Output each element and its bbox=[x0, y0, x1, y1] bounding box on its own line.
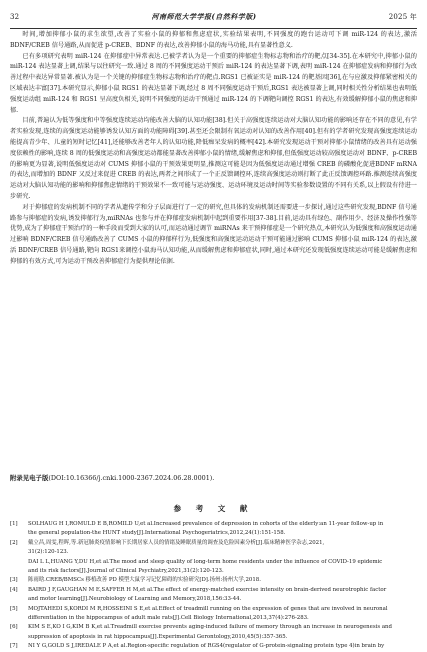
reference-text: MOJTAHEDI S,KORDI M R,HOSSEINI S E,et al.Effect of treadmill running on the expression of genes that are involved in neuronal differentiation in the hippocampus of adult male rats[J].Cell Biology International,2013,37(4):276-283. bbox=[28, 605, 388, 622]
reference-text: KIM S E,KO I G,KIM B K,et al.Treadmill exercise prevents aging-induced failure of memory through an increase in neurogenesis and suppression of apoptosis in rat hippocampus[J].Experimental Gerontology,2010,45(5):357-365. bbox=[28, 624, 392, 640]
reference-item bbox=[10, 642, 417, 651]
article-body bbox=[10, 30, 417, 268]
page-header bbox=[10, 10, 417, 24]
appendix-note bbox=[10, 473, 417, 484]
reference-item bbox=[10, 576, 417, 585]
reference-list bbox=[10, 520, 417, 650]
reference-item bbox=[10, 520, 417, 539]
reference-number: [1] bbox=[10, 521, 18, 527]
reference-number: [2] bbox=[10, 539, 18, 546]
reference-item bbox=[10, 605, 417, 624]
reference-number bbox=[10, 558, 28, 577]
paragraph: 时间,增加抑郁小鼠的求生欲望,改善了实验小鼠的抑郁和焦虑症状,实验结果表明,不同强度的跑台运动可下调 miR-124 的表达,激活 BDNF/CREB 信号通路,从而促进 p-CREB、BDNF 的表达,改善抑郁小鼠的海马功能,具有显著性意义. bbox=[10, 31, 417, 49]
page-number: 32 bbox=[10, 13, 20, 21]
reference-text: BAIRD J F,GAUGHAN M E,SAFFER H M,et al.The effect of energy-matched exercise intensity on brain-derived neurotrophic factor and motor learning[J].Neurobiology of Learning and Memory,2018,156:33-44. bbox=[28, 586, 387, 603]
reference-item bbox=[10, 558, 417, 577]
references-heading: 参 考 文 献 bbox=[173, 504, 254, 513]
reference-text: SOLHAUG H I,ROMULD E B,ROMILD U,et al.Increased prevalence of depression in cohorts of the elderly:an 11-year follow-up in the general population-the HUNT study[J].International Psychogeriatrics,2012,24(1):151-158. bbox=[28, 521, 384, 537]
reference-text: 陈雨晗.CREB/BMSCs 移植改善 PD 模型大鼠学习记忆障碍的实验研究[D].扬州:扬州大学,2018. bbox=[28, 577, 261, 584]
reference-number: [3] bbox=[10, 577, 18, 584]
paragraph: 目前,普遍认为低等强度和中等强度连续运动均能改善大脑的认知功能[38].但关于高强度连续运动对大脑认知功能的影响还存在不同的意见,有学者实验发现,连续的高强度运动能够诱发认知方面的功能障碍[39].甚至还会限制有氧运动对认知的改善作用[40].但有的学者研究发现高强度连续运动能提高青少年、儿童的短时记忆[41],还能够改善老年人的认知功能,降低痴呆发病的概率[42].本研究发现运动干预对抑郁小鼠情绪的改善具有运动强度依赖性的影响,连续 8 周的低强度运动和高强度运动都能显著改善抑郁小鼠的情绪,缓解焦虑和抑郁,但低强度运动较高强度运动对 BDNF、p-CREB 的影响更为显著,说明低强度运动对 CUMS 抑郁小鼠的干预效果更明显,推测这可能是因为低强度运动通过增强 CREB 的磷酸化促进BDNF mRNA 的表达,而增加的 BDNF 又反过来促进 CREB 的表达,两者之间形成了一个正反馈调控环,连续高强度运动则打断了此正反馈调控环路.推测连续高强度运动对大脑认知功能的影响和抑郁焦虑情绪的干预效果不一致可能与运动强度、运动环境及运动时间等实验参数设置的不同有关系,以上假设有待进一步研究. bbox=[10, 117, 417, 200]
appendix-doi[interactable]: (DOI:10.16366/j.cnki.1000-2367.2024.06.28.0001). bbox=[48, 474, 215, 482]
reference-text: DAI L L,HUANG Y,DU H,et al.The mood and sleep quality of long-term home residents under the influence of COVID-19 epidemic and its risk factors[J].Journal of Clinical Psychiatry,2021,31(2):120-123. bbox=[28, 558, 383, 575]
header-rule bbox=[10, 28, 417, 29]
reference-text: NI Y G,GOLD S J,IREDALE P A,et al.Region-specific regulation of RGS4(regulator of G-protein-signaling protein type 4)in brain by bbox=[28, 643, 385, 650]
reference-item bbox=[10, 586, 417, 605]
paragraph: 对于抑郁症的发病机制不同的学者从遗传学和分子层面进行了一定的研究,但具体的发病机制还需要进一步探讨,通过这些研究发现,BDNF 信号通路参与抑郁症的发病,诱发抑郁行为,miRNAs 也参与并在抑郁症发病机制中起到重要作用[37-38].目前,运动具有绿色、副作用少、经济及操作性强等优势,成为了抑郁症干预治疗的一种手段而受到大家的认可,而运动通过调节 miRNAs 来干预抑郁症是一个研究热点,本研究认为低强度和高强度运动通过影响 BDNF/CREB 信号通路改善了 CUMS 小鼠的抑郁样行为,低强度和高强度运动运动干预可能通过影响 CUMS 抑郁小鼠 miR-124 的表达,激活 BDNF/CREB 信号通路,靶向 RGS1来调控小鼠海马认知功能,从而缓解焦虑和抑郁症状,同时,通过本研究还发现低强度连续运动可能是缓解焦虑和抑郁的有效方式,可为运动干预改善抑郁症行为提供理论依据. bbox=[10, 203, 417, 265]
reference-item bbox=[10, 539, 417, 558]
reference-number: [6] bbox=[10, 624, 18, 631]
publication-year: 2025 年 bbox=[388, 13, 417, 21]
reference-item bbox=[10, 623, 417, 642]
paragraph: 已有多项研究表明 miR-124 在抑郁症中异常表达.已被学者认为是一个重要的抑郁症生物标志物和治疗的靶点[34-35].在本研究中,抑郁小鼠的 miR-124 表达显著上调,结果与以往研究一致.通过 8 周的不同强度运动干预后 miR-124 的表达显著下调,表明 miR-124 在抑郁症发病和抑郁行为改善过程中表达异常显著.被认为是一个关键的抑郁症生物标志物和治疗的靶点.RGS1 已被证实是 miR-124 的靶基因[36],在与应激及抑郁紧密相关的区域表达丰富[37].本研究显示,抑郁小鼠 RGS1 的表达显著下调,经过 8 周不同强度运动干预后,RGS1 表达被显著上调,同时相关性分析结果也表明低强度运动组 miR-124 和 RGS1 呈高度负相关,说明不同强度的运动干预通过 miR-124 的下调靶向调控 RGS1 的表达,有效缓解抑郁小鼠的焦虑和抑郁. bbox=[10, 52, 417, 114]
appendix-label: 附录见电子版 bbox=[10, 474, 49, 482]
reference-number: [7] bbox=[10, 643, 18, 650]
reference-number: [5] bbox=[10, 605, 18, 612]
reference-number: [4] bbox=[10, 586, 18, 593]
reference-text: 戴立昌,周雯,程晖,等.新冠肺炎疫情影响下长期居家人员的情绪及睡眠质量的调查及危险因素分析[J].临床精神医学杂志,2021, 31(2):120-123. bbox=[28, 539, 325, 556]
journal-title: 河南师范大学学报(自然科学版) bbox=[151, 12, 257, 21]
